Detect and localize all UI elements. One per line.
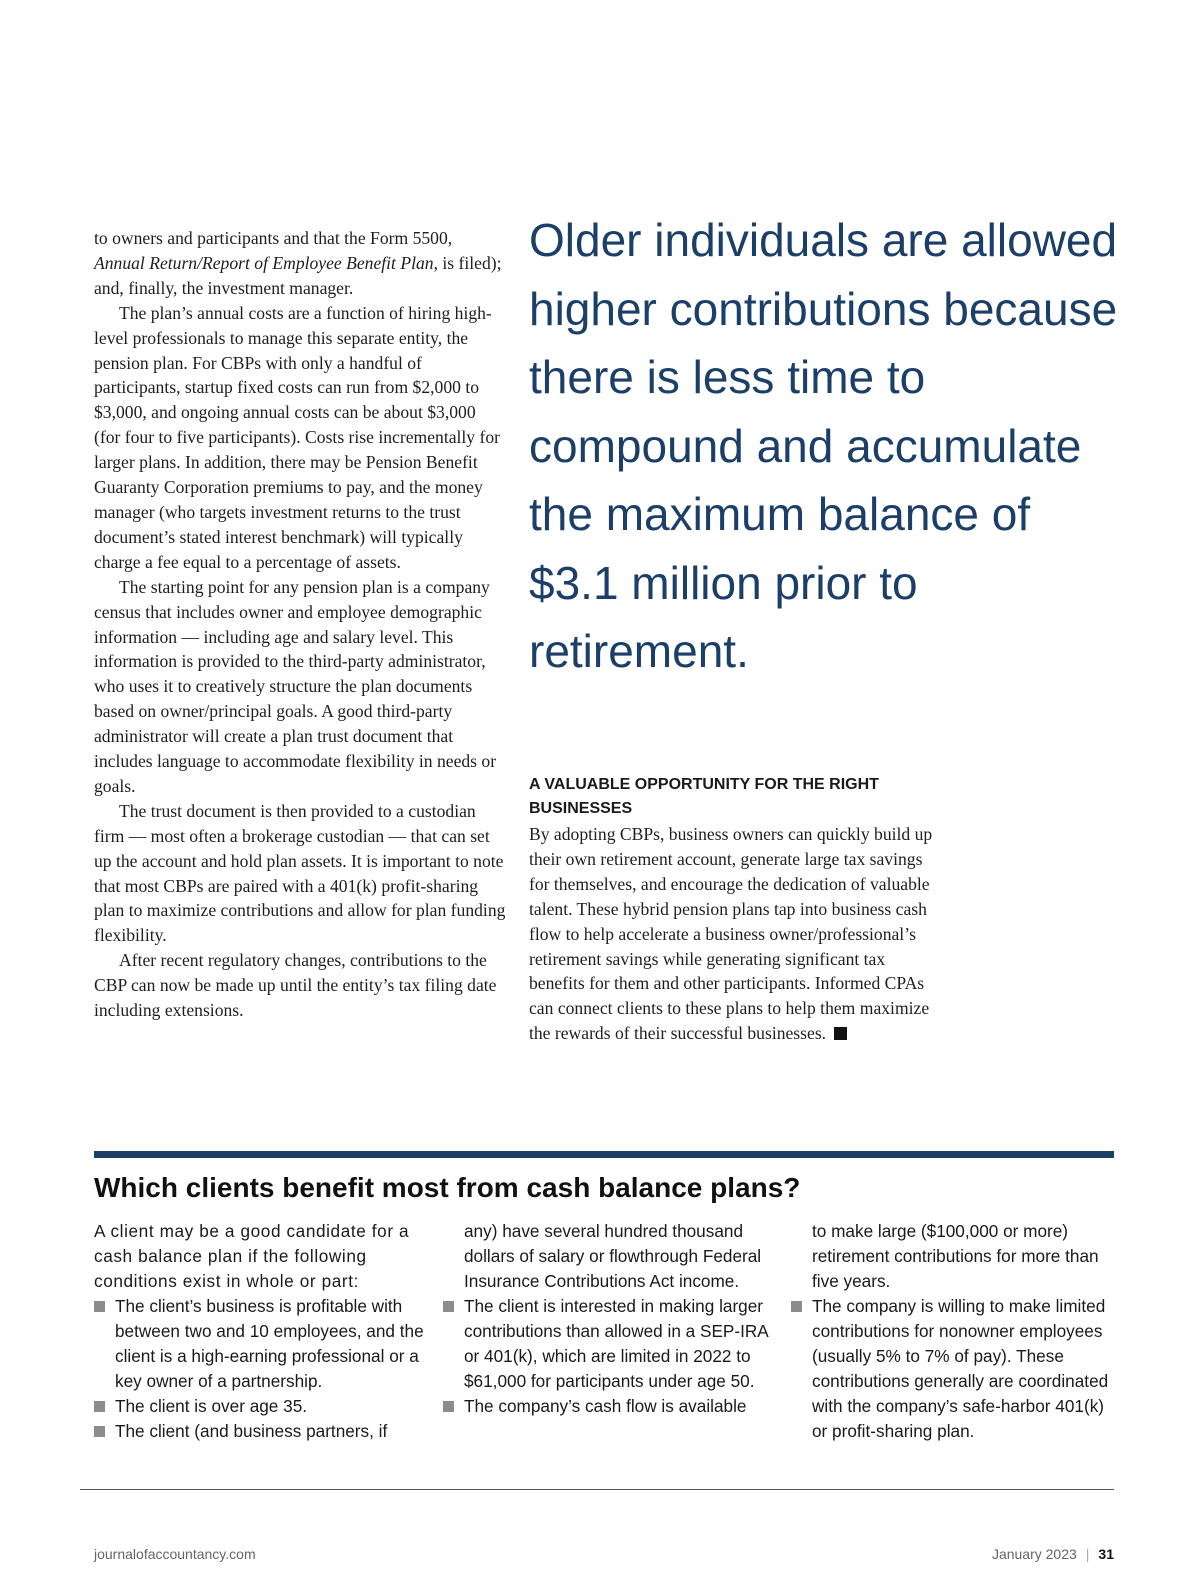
square-bullet-icon	[443, 1301, 454, 1312]
form-title-italic: Annual Return/Report of Employee Benefit Plan	[94, 252, 434, 273]
footer-rule	[80, 1489, 1114, 1490]
article-paragraph: After recent regulatory changes, contributions to the CBP can now be made up until the entity’s tax filing date including extensions.	[94, 950, 497, 1021]
sidebar-column-1	[94, 1219, 429, 1444]
paragraph-text: , is filed); and, finally, the investment manager.	[94, 252, 502, 298]
sidebar-title: Which clients benefit most from cash balance plans?	[94, 1172, 801, 1203]
section-body	[529, 822, 941, 1046]
bullet-text: The company’s cash flow is available	[464, 1396, 747, 1416]
sidebar-bullet-item	[94, 1294, 429, 1394]
square-bullet-icon	[94, 1401, 105, 1412]
sidebar-bullet-item	[791, 1294, 1121, 1444]
footer-date: January 2023	[991, 1546, 1077, 1562]
sidebar-bullet-item	[94, 1394, 429, 1419]
bullet-text: to make large ($100,000 or more) retirement contributions for more than five years.	[812, 1221, 1099, 1291]
end-of-article-icon	[834, 1027, 847, 1040]
sidebar-bullet-item	[94, 1419, 429, 1444]
article-paragraph: The plan’s annual costs are a function of hiring high-level professionals to manage this separate entity, the pension plan. For CBPs with only a handful of participants, startup fixed costs can run from $2,000 to $3,000, and ongoing annual costs can be about $3,000 (for four to five participants). Costs rise incrementally for larger plans. In addition, there may be Pension Benefit Guaranty Corporation premiums to pay, and the money manager (who targets investment returns to the trust document’s stated interest benchmark) will typically charge a fee equal to a percentage of assets.	[94, 302, 500, 572]
footer-issue-info	[992, 1546, 1114, 1562]
square-bullet-icon	[94, 1426, 105, 1437]
article-paragraph	[94, 226, 506, 301]
bullet-text: The client (and business partners, if	[115, 1421, 388, 1441]
square-bullet-icon	[443, 1401, 454, 1412]
square-bullet-icon	[791, 1301, 802, 1312]
bullet-text: The client is interested in making larger contributions than allowed in a SEP-IRA or 401(k), which are limited in 2022 to $61,000 for participants under age 50.	[464, 1296, 768, 1391]
bullet-text: The company is willing to make limited contributions for nonowner employees (usually 5% to 7% of pay). These contributions generally are coordinated with the company’s safe-harbor 401(k) or profit-sharing plan.	[812, 1296, 1109, 1441]
page-number: 31	[1098, 1546, 1114, 1562]
bullet-text: any) have several hundred thousand dollars of salary or flowthrough Federal Insurance Contributions Act income.	[464, 1221, 762, 1291]
sidebar-column-2	[443, 1219, 778, 1419]
bullet-text: The client is over age 35.	[115, 1396, 308, 1416]
sidebar-bullet-continuation	[791, 1219, 1121, 1294]
article-paragraph: The trust document is then provided to a custodian firm — most often a brokerage custodian — that can set up the account and hold plan assets. It is important to note that most CBPs are paired with a 401(k) profit-sharing plan to maximize contributions and allow for plan funding flexibility.	[94, 800, 506, 946]
sidebar-top-rule	[94, 1151, 1114, 1158]
sidebar-bullet-continuation	[443, 1219, 778, 1294]
sidebar-intro: A client may be a good candidate for a cash balance plan if the following conditions exist in whole or part:	[94, 1221, 410, 1291]
pull-quote: Older individuals are allowed higher contributions because there is less time to compound and accumulate the maximum balance of $3.1 million prior to retirement.	[529, 214, 1118, 677]
section-heading: A VALUABLE OPPORTUNITY FOR THE RIGHT BUSINESSES	[529, 776, 879, 817]
article-paragraph: The starting point for any pension plan is a company census that includes owner and employee demographic information — including age and salary level. This information is provided to the third-party administrator, who uses it to creatively structure the plan documents based on owner/principal goals. A good third-party administrator will create a plan trust document that includes language to accommodate flexibility in needs or goals.	[94, 576, 497, 796]
sidebar-bullet-item	[443, 1294, 778, 1394]
footer-separator: |	[1085, 1546, 1090, 1562]
paragraph-text: By adopting CBPs, business owners can quickly build up their own retirement account, generate large tax savings for themselves, and encourage the dedication of valuable talent. These hybrid pension plans tap into business cash flow to help accelerate a business owner/professional’s retirement savings while generating significant tax benefits for them and other participants. Informed CPAs can connect clients to these plans to help them maximize the rewards of their successful businesses.	[529, 824, 933, 1044]
square-bullet-icon	[94, 1301, 105, 1312]
paragraph-text: to owners and participants and that the Form 5500,	[94, 228, 453, 248]
bullet-text: The client’s business is profitable with between two and 10 employees, and the client is a high-earning professional or a key owner of a partnership.	[115, 1296, 424, 1391]
sidebar-column-3	[791, 1219, 1121, 1444]
footer-url: journalofaccountancy.com	[94, 1546, 256, 1562]
sidebar-bullet-item	[443, 1394, 778, 1419]
article-left-column	[94, 226, 506, 1023]
